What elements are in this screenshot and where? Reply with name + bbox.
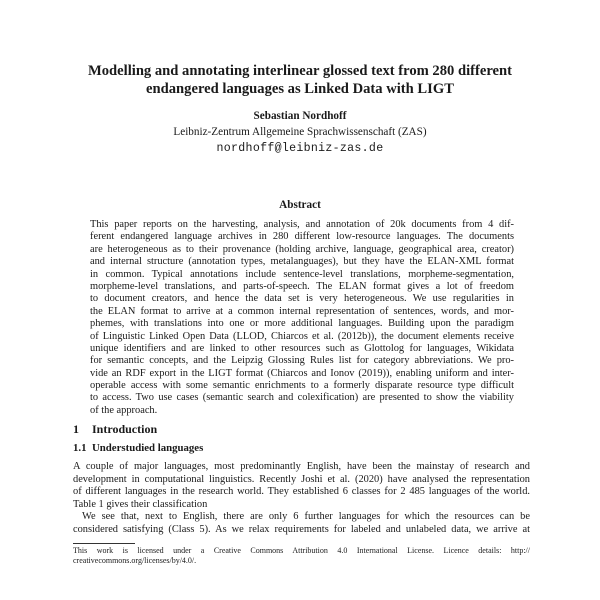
footnote-rule [73, 543, 135, 544]
title-line: endangered languages as Linked Data with LIGT [146, 81, 454, 97]
abstract-line: vide an RDF export in the LIGT format (Chiarcos and Ionov (2019)), enabling uniform and inter- [90, 367, 514, 379]
author-affiliation: Leibniz-Zentrum Allgemeine Sprachwissenschaft (ZAS) [173, 126, 427, 138]
abstract-line: to access. Two use cases (semantic search and colexification) are presented to show the viability [90, 392, 514, 404]
section-title: Introduction [92, 422, 158, 436]
footnote-line: This work is licensed under a Creative Commons Attribution 4.0 International License. Licence details: http:// [73, 546, 530, 555]
body-line: We see that, next to English, there are only 6 further languages for which the resources can be [82, 511, 530, 523]
section-heading [73, 422, 157, 437]
abstract-line: operable access with some semantic enrichments to a formerly disparate resource type difficult [90, 380, 514, 392]
subsection-title: Understudied languages [92, 442, 204, 454]
abstract-line: for semantic concepts, and the Leipzig Glossing Rules list for category abbreviations. We pro- [90, 355, 514, 367]
author-email: nordhoff@leibniz-zas.de [216, 142, 384, 155]
abstract-line: ferent endangered language archives in 280 different low-resource languages. The documents [90, 231, 514, 243]
abstract-line: phemes, with translations into one or more additional languages. Building upon the paradigm [90, 318, 514, 330]
body-line: Table 1 gives their classification [73, 498, 208, 510]
abstract-line: morpheme-level translations, and parts-of-speech. The ELAN format gives a lot of freedom [90, 280, 514, 292]
footnote [73, 546, 530, 566]
abstract-line: are heterogeneous as to their provenance (holding archive, language, geographical area, creator) [90, 243, 514, 255]
paper-title [40, 62, 560, 98]
abstract-line: and internal structure (annotation types, metalanguages), but they have the ELAN-XML format [90, 256, 514, 268]
footnote-line: creativecommons.org/licenses/by/4.0/. [73, 556, 197, 565]
body-line: considered satisfying (Class 5). As we relax requirements for labeled and unlabeled data, we arrive at [73, 523, 530, 535]
body-text [73, 461, 530, 537]
section-number: 1 [73, 422, 79, 436]
abstract-line: unique identifiers and are linked to other resources such as Glottolog for languages, Wikidata [90, 342, 514, 354]
abstract-line: This paper reports on the harvesting, analysis, and annotation of 20k documents from 4 dif- [90, 219, 514, 230]
abstract-line: of the approach. [90, 404, 158, 416]
subsection-heading [73, 442, 203, 454]
abstract [90, 219, 514, 417]
abstract-line: to document creators, and hence the data set is very heterogeneous. We use regularities in [90, 293, 514, 305]
abstract-line: in common. Typical annotations include sentence-level translations, morpheme-segmentation, [90, 268, 514, 280]
abstract-line: of Linguistic Linked Open Data (LLOD, Chiarcos et al. (2012b)), the document elements receive [90, 330, 514, 342]
body-line: of different languages in the research world. They established 6 classes for 2 485 languages of the world. [73, 486, 530, 498]
body-line: A couple of major languages, most predominantly English, have been the mainstay of research and [73, 461, 530, 472]
title-line: Modelling and annotating interlinear glossed text from 280 different [87, 63, 513, 79]
author-name: Sebastian Nordhoff [253, 110, 347, 122]
abstract-line: the ELAN format to arrive at a common internal representation of sentences, words, and mor- [90, 305, 514, 317]
abstract-heading: Abstract [279, 199, 321, 211]
subsection-number: 1.1 [73, 442, 87, 454]
body-line: development in computational linguistics. Recently Joshi et al. (2020) have analysed the representation [73, 473, 530, 485]
